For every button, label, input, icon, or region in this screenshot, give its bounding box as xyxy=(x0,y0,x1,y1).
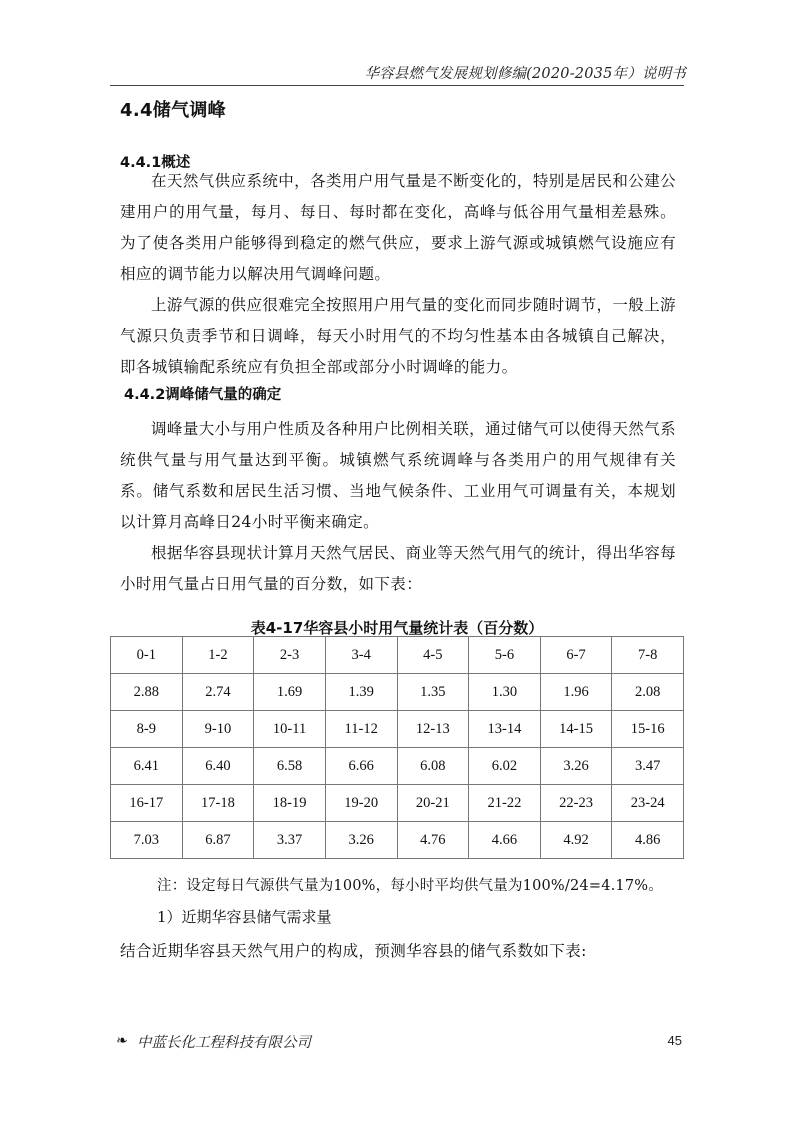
hour-range-cell: 21-22 xyxy=(469,785,541,822)
hour-range-cell: 15-16 xyxy=(612,711,684,748)
footer-company-name: 中蓝长化工程科技有限公司 xyxy=(137,1035,311,1051)
table-row-hours xyxy=(111,711,684,748)
table-note: 注：设定每日气源供气量为100%，每小时平均供气量为100%/24=4.17%。 xyxy=(157,878,663,894)
hour-range-cell: 9-10 xyxy=(182,711,254,748)
company-logo-icon: ❧ xyxy=(116,1033,128,1049)
hour-range-cell: 17-18 xyxy=(182,785,254,822)
table-row-hours xyxy=(111,785,684,822)
percentage-cell: 1.30 xyxy=(469,674,541,711)
hour-range-cell: 0-1 xyxy=(111,637,183,674)
hour-range-cell: 8-9 xyxy=(111,711,183,748)
hour-range-cell: 6-7 xyxy=(540,637,612,674)
hour-range-cell: 13-14 xyxy=(469,711,541,748)
table-row-percentages xyxy=(111,674,684,711)
list-item-near-term-storage: 1）近期华容县储气需求量 xyxy=(157,908,332,926)
percentage-cell: 1.39 xyxy=(325,674,397,711)
hour-range-cell: 10-11 xyxy=(254,711,326,748)
hour-range-cell: 7-8 xyxy=(612,637,684,674)
percentage-cell: 3.26 xyxy=(540,748,612,785)
hour-range-cell: 3-4 xyxy=(325,637,397,674)
percentage-cell: 6.87 xyxy=(182,822,254,859)
hour-range-cell: 11-12 xyxy=(325,711,397,748)
table-row-percentages xyxy=(111,748,684,785)
percentage-cell: 7.03 xyxy=(111,822,183,859)
hour-range-cell: 2-3 xyxy=(254,637,326,674)
document-header-title: 华容县燃气发展规划修编(2020-2035年）说明书 xyxy=(364,66,686,82)
hour-range-cell: 20-21 xyxy=(397,785,469,822)
percentage-cell: 2.08 xyxy=(612,674,684,711)
header-divider xyxy=(110,85,684,86)
table-caption: 表4-17华容县小时用气量统计表（百分数） xyxy=(250,619,544,637)
paragraph-overview-1: 在天然气供应系统中，各类用户用气量是不断变化的，特别是居民和公建公建用户的用气量，每月、每日、每时都在变化，高峰与低谷用气量相差悬殊。为了使各类用户能够得到稳定的燃气供应，要求上游气源或城镇燃气设施应有相应的调节能力以解决用气调峰问题。 xyxy=(120,172,676,283)
percentage-cell: 1.96 xyxy=(540,674,612,711)
hour-range-cell: 18-19 xyxy=(254,785,326,822)
percentage-cell: 6.02 xyxy=(469,748,541,785)
percentage-cell: 6.08 xyxy=(397,748,469,785)
percentage-cell: 4.86 xyxy=(612,822,684,859)
paragraph-overview-2: 上游气源的供应很难完全按照用户用气量的变化而同步随时调节，一般上游气源只负责季节和日调峰，每天小时用气的不均匀性基本由各城镇自己解决，即各城镇输配系统应有负担全部或部分小时调峰的能力。 xyxy=(120,296,676,376)
hourly-gas-usage-table xyxy=(110,636,684,859)
subsection-heading-peak-storage: 4.4.2调峰储气量的确定 xyxy=(124,387,282,403)
hour-range-cell: 14-15 xyxy=(540,711,612,748)
percentage-cell: 1.35 xyxy=(397,674,469,711)
hour-range-cell: 23-24 xyxy=(612,785,684,822)
page-number: 45 xyxy=(667,1033,682,1048)
percentage-cell: 1.69 xyxy=(254,674,326,711)
table-row-hours xyxy=(111,637,684,674)
percentage-cell: 6.58 xyxy=(254,748,326,785)
paragraph-peak-storage-1: 调峰量大小与用户性质及各种用户比例相关联，通过储气可以使得天然气系统供气量与用气量达到平衡。城镇燃气系统调峰与各类用户的用气规律有关系。储气系数和居民生活习惯、当地气候条件、工业用气可调量有关，本规划以计算月高峰日24小时平衡来确定。 xyxy=(120,420,676,531)
percentage-cell: 2.74 xyxy=(182,674,254,711)
hour-range-cell: 19-20 xyxy=(325,785,397,822)
hour-range-cell: 22-23 xyxy=(540,785,612,822)
percentage-cell: 4.66 xyxy=(469,822,541,859)
section-heading: 4.4储气调峰 xyxy=(120,100,226,121)
hour-range-cell: 12-13 xyxy=(397,711,469,748)
percentage-cell: 4.92 xyxy=(540,822,612,859)
subsection-heading-overview: 4.4.1概述 xyxy=(120,155,191,171)
hour-range-cell: 4-5 xyxy=(397,637,469,674)
percentage-cell: 2.88 xyxy=(111,674,183,711)
table-row-percentages xyxy=(111,822,684,859)
hour-range-cell: 1-2 xyxy=(182,637,254,674)
hour-range-cell: 16-17 xyxy=(111,785,183,822)
percentage-cell: 4.76 xyxy=(397,822,469,859)
paragraph-peak-storage-2: 根据华容县现状计算月天然气居民、商业等天然气用气的统计，得出华容每小时用气量占日用气量的百分数，如下表： xyxy=(120,544,676,593)
hour-range-cell: 5-6 xyxy=(469,637,541,674)
percentage-cell: 3.47 xyxy=(612,748,684,785)
closing-paragraph: 结合近期华容县天然气用户的构成，预测华容县的储气系数如下表: xyxy=(120,942,587,960)
percentage-cell: 6.40 xyxy=(182,748,254,785)
percentage-cell: 6.66 xyxy=(325,748,397,785)
percentage-cell: 3.26 xyxy=(325,822,397,859)
percentage-cell: 6.41 xyxy=(111,748,183,785)
percentage-cell: 3.37 xyxy=(254,822,326,859)
